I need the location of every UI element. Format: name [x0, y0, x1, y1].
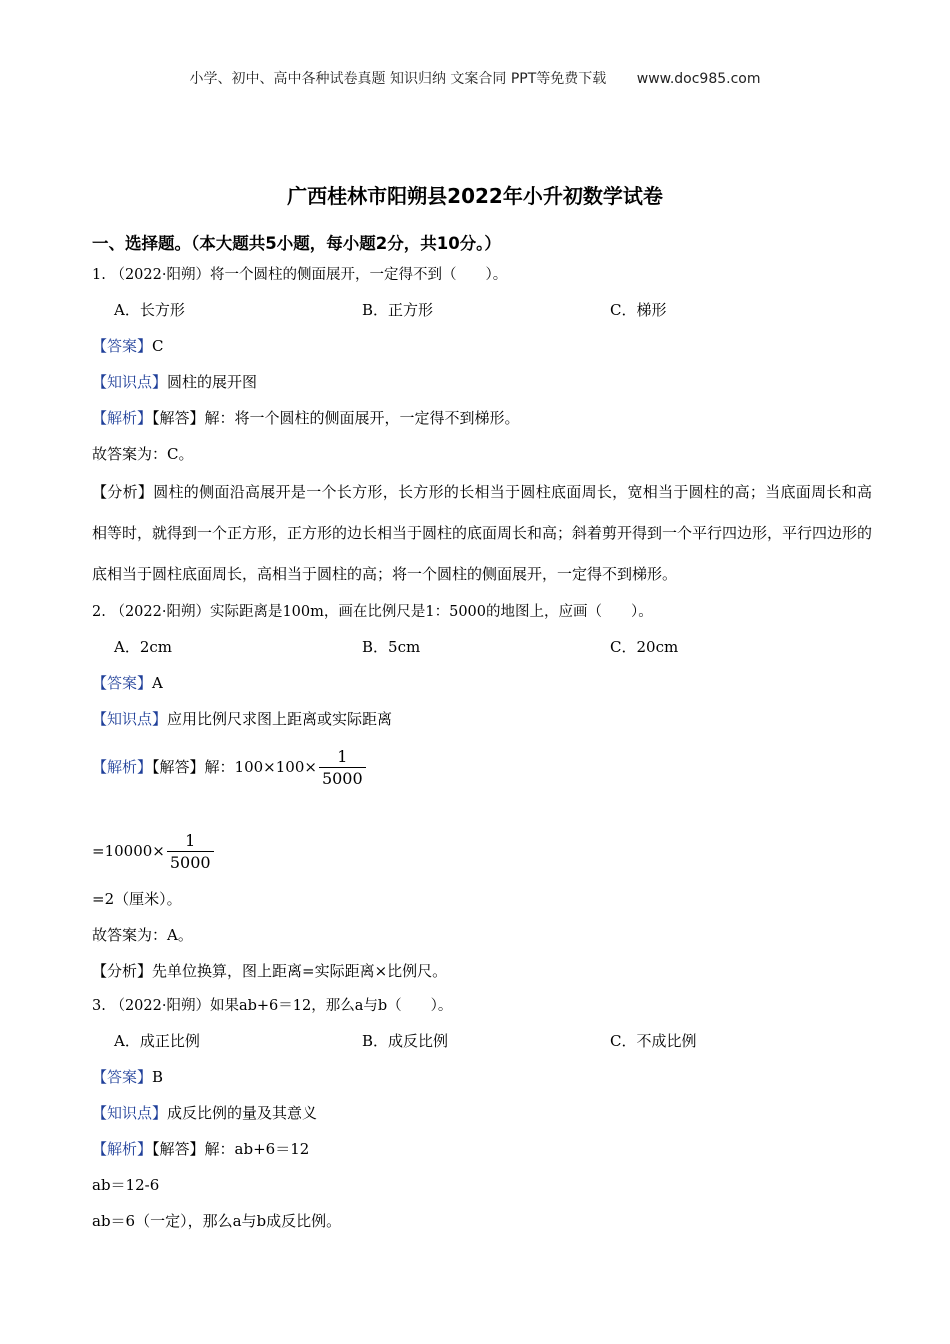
- option-b: B．5cm: [362, 638, 421, 656]
- knowledge-value: 应用比例尺求图上距离或实际距离: [167, 710, 393, 728]
- option-a: A．成正比例: [114, 1032, 200, 1050]
- answer-label: 【答案】: [92, 674, 153, 692]
- knowledge-label: 【知识点】: [92, 1104, 168, 1122]
- answer-value: A: [152, 674, 163, 692]
- fraction: [167, 833, 214, 871]
- question-2-options: [92, 629, 872, 665]
- question-3-answer: [92, 1059, 872, 1095]
- solution-text: 解：ab+6＝12: [204, 1140, 310, 1158]
- solution-text: 解：100×100×: [204, 758, 317, 776]
- question-3-step-3: ab＝6（一定），那么a与b成反比例。: [92, 1212, 342, 1230]
- knowledge-value: 圆柱的展开图: [167, 373, 258, 391]
- analysis-label: 【解析】: [92, 758, 153, 776]
- question-2-solution: [92, 737, 872, 797]
- question-1-conclusion: 故答案为：C。: [92, 445, 194, 463]
- step-text: =10000×: [92, 842, 165, 860]
- question-1-knowledge: [92, 364, 872, 400]
- question-3-knowledge: [92, 1095, 872, 1131]
- question-1-options: [92, 292, 872, 328]
- analysis-tag: 【分析】: [92, 962, 153, 980]
- question-1-answer: [92, 328, 872, 364]
- fraction-denominator: 5000: [167, 851, 214, 871]
- question-3-solution: [92, 1131, 872, 1167]
- question-1-stem: 1. （2022·阳朔）将一个圆柱的侧面展开，一定得不到（ ）。: [92, 267, 508, 283]
- question-3-stem: 3. （2022·阳朔）如果ab+6＝12，那么a与b（ ）。: [92, 998, 453, 1014]
- analysis-text: 先单位换算，图上距离=实际距离×比例尺。: [152, 962, 448, 980]
- fraction: [319, 749, 366, 787]
- question-2-conclusion: 故答案为：A。: [92, 926, 193, 944]
- analysis-tag: 【分析】: [92, 483, 154, 501]
- option-c: C．不成比例: [610, 1032, 697, 1050]
- fraction-numerator: 1: [185, 831, 196, 850]
- question-2-analysis: [92, 953, 872, 989]
- document-body: [92, 230, 872, 1239]
- section-heading: 一、选择题。（本大题共5小题，每小题2分，共10分。）: [92, 234, 501, 253]
- knowledge-label: 【知识点】: [92, 373, 168, 391]
- option-b: B．正方形: [362, 301, 434, 319]
- solution-label: 【解答】: [152, 1140, 205, 1158]
- analysis-label: 【解析】: [92, 1140, 153, 1158]
- option-c: C．梯形: [610, 301, 667, 319]
- option-a: A．长方形: [114, 301, 185, 319]
- answer-label: 【答案】: [92, 337, 153, 355]
- header-site-link[interactable]: www.doc985.com: [636, 71, 761, 87]
- page-header: [0, 68, 950, 88]
- fraction-numerator: 1: [337, 747, 348, 766]
- question-2-step-2: [92, 821, 872, 881]
- solution-label: 【解答】: [152, 758, 205, 776]
- question-1-solution: [92, 400, 872, 436]
- question-3-options: [92, 1023, 872, 1059]
- knowledge-value: 成反比例的量及其意义: [167, 1104, 318, 1122]
- knowledge-label: 【知识点】: [92, 710, 168, 728]
- question-2-stem: 2. （2022·阳朔）实际距离是100m，画在比例尺是1：5000的地图上，应画（ ）。: [92, 604, 653, 620]
- option-b: B．成反比例: [362, 1032, 449, 1050]
- analysis-label: 【解析】: [92, 409, 153, 427]
- analysis-text: 圆柱的侧面沿高展开是一个长方形，长方形的长相当于圆柱底面周长，宽相当于圆柱的高；当底面周长和高相等时，就得到一个正方形，正方形的边长相当于圆柱的底面周长和高；斜着剪开得到一个平行四边形，平行四边形的底相当于圆柱底面周长，高相当于圆柱的高；将一个圆柱的侧面展开，一定得不到梯形。: [92, 483, 873, 583]
- fraction-denominator: 5000: [319, 767, 366, 787]
- question-2-knowledge: [92, 701, 872, 737]
- option-a: A．2cm: [114, 638, 173, 656]
- answer-label: 【答案】: [92, 1068, 153, 1086]
- answer-value: B: [152, 1068, 164, 1086]
- question-3-step-2: ab＝12-6: [92, 1176, 160, 1194]
- header-text: 小学、初中、高中各种试卷真题 知识归纳 文案合同 PPT等免费下载: [189, 71, 607, 87]
- question-1-analysis: [92, 472, 872, 595]
- solution-text: 解：将一个圆柱的侧面展开，一定得不到梯形。: [204, 409, 520, 427]
- document-title: 广西桂林市阳朔县2022年小升初数学试卷: [287, 184, 663, 208]
- solution-label: 【解答】: [152, 409, 205, 427]
- question-2-answer: [92, 665, 872, 701]
- answer-value: C: [152, 337, 164, 355]
- question-2-step-3: =2（厘米）。: [92, 890, 182, 908]
- option-c: C．20cm: [610, 638, 679, 656]
